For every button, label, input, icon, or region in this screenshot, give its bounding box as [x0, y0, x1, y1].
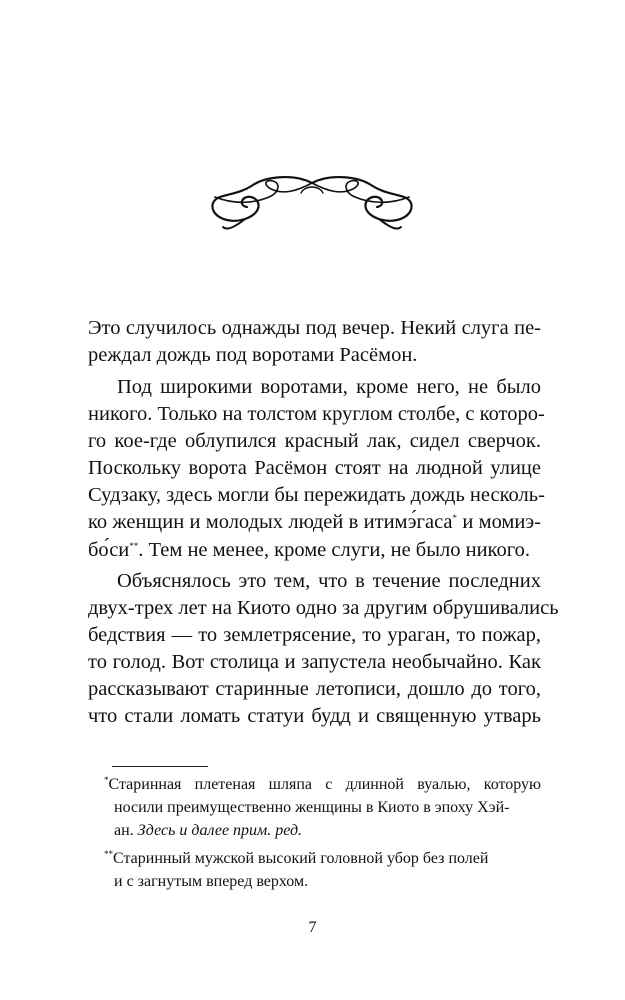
- footnote-1-line-1: [104, 774, 541, 796]
- footnote-1-text: Старинная плетеная шляпа с длинной вуалью, которую: [108, 776, 541, 793]
- page-number: 7: [308, 919, 317, 936]
- text-line-11: двух-трех лет на Киото одно за другим обрушивались: [88, 597, 559, 619]
- footnote-2-line-2: и с загнутым вперед верхом.: [114, 873, 309, 890]
- footnote-divider: [112, 766, 208, 767]
- text-line-8: [88, 509, 541, 535]
- text-line-9: [88, 537, 530, 563]
- text-line-13: то голод. Вот столица и запустела необычайно. Как: [88, 651, 541, 673]
- footnote-1-line-3: [114, 820, 302, 842]
- text-line-2: [88, 342, 417, 368]
- text-line-4: никого. Только на толстом круглом столбе, с которо-: [88, 403, 545, 425]
- text-line-9-a: бо́си: [88, 539, 130, 561]
- text-line-8-b: и момиэ-: [462, 511, 542, 533]
- editor-note: Здесь и далее прим. ред.: [137, 822, 303, 839]
- text-line-8-a: ко женщин и молодых людей в итимэ́гаса: [88, 511, 453, 533]
- text-line-10: Объяснялось это тем, что в течение последних: [117, 570, 541, 592]
- text-line-14: рассказывают старинные летописи, дошло до того,: [88, 678, 541, 700]
- text-line-6: Поскольку ворота Расёмон стоят на людной улице: [88, 457, 541, 479]
- footnote-2-marker: **: [104, 849, 113, 859]
- footnote-1-marker: *: [104, 775, 109, 785]
- text-line-12: бедствия — то землетрясение, то ураган, то пожар,: [88, 624, 541, 646]
- text-line-2-content: рeждал дождь под воротами Расёмон.: [88, 344, 418, 366]
- text-line-7: Судзаку, здесь могли бы пережидать дождь несколь-: [88, 484, 545, 506]
- ornamental-flourish-icon: [205, 175, 420, 235]
- footnote-1-text-end: ан.: [114, 822, 138, 839]
- footnote-2-line-1: [104, 848, 488, 870]
- footnote-2-text: Старинный мужской высокий головной убор без полей: [113, 850, 489, 867]
- text-line-5: го кое-где облупился красный лак, сидел сверчок.: [88, 430, 541, 452]
- footnote-1-line-2: носили преимущественно женщины в Киото в эпоху Хэй-: [114, 799, 510, 816]
- text-line-15: что стали ломать статуи будд и священную утварь: [88, 705, 541, 727]
- text-line-3: Под широкими воротами, кроме него, не было: [117, 376, 541, 398]
- text-line-1: Это случилось однажды под вечер. Некий слуга пе-: [88, 317, 541, 339]
- text-line-9-b: . Тем не менее, кроме слуги, не было никого.: [138, 539, 530, 561]
- footnote-ref-1: *: [452, 513, 458, 523]
- footnote-ref-2: **: [129, 541, 139, 551]
